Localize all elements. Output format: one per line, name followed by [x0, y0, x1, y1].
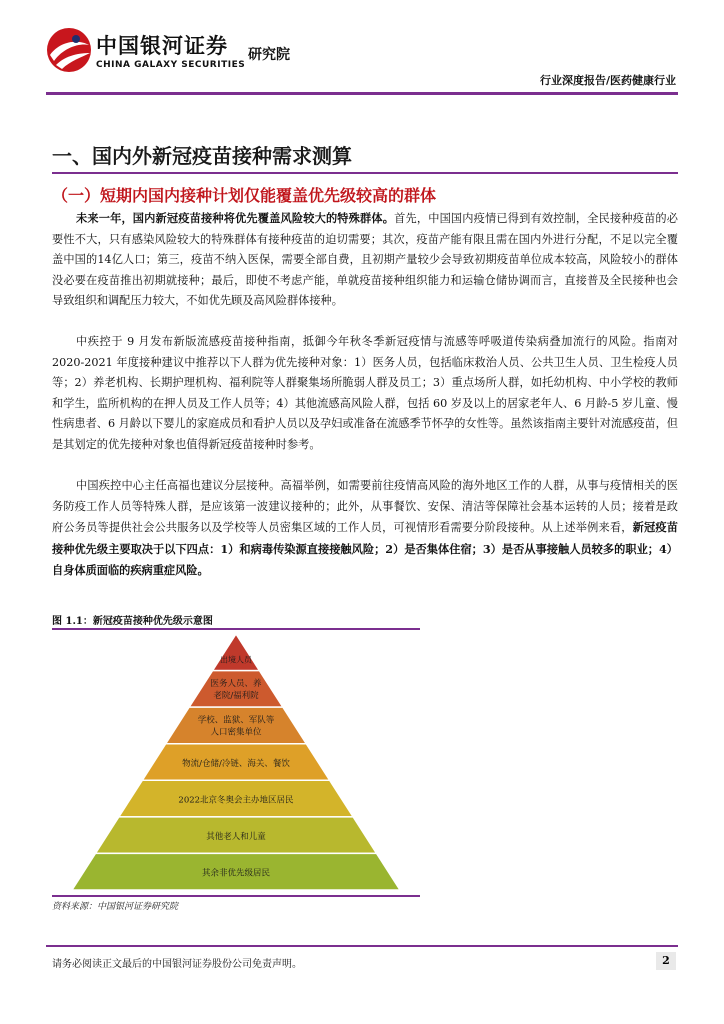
- section-subtitle: （一）短期内国内接种计划仅能覆盖优先级较高的群体: [52, 186, 437, 205]
- section-title-divider: [52, 172, 678, 174]
- page-header: [0, 0, 724, 110]
- pyramid-tier-label: 其他老人和儿童: [206, 832, 266, 843]
- pyramid-tier-1: [213, 634, 260, 671]
- pyramid-tier-5: [119, 780, 353, 817]
- pyramid-tier-7: [72, 853, 400, 890]
- paragraph-3-body: 中国疾控中心主任高福也建议分层接种。高福举例，如需要前往疫情高风险的海外地区工作的人群，从事与疫情相关的医务防疫工作人员等特殊人群，是应该第一波建议接种的；此外，从事餐饮、安保、清洁等保障社会基本运转的人员；接着是政府公务员等提供社会公共服务以及学校等人员密集区域的工作人员，可视情形看需要分阶段接种。从上述举例来看，: [52, 479, 678, 535]
- paragraph-3-conclusion: 新冠疫苗接种优先级主要取决于以下四点：1）和病毒传染源直接接触风险；2）是否集体住宿；3）是否从事接触人员较多的职业；4）自身体质面临的疾病重症风险。: [52, 520, 678, 578]
- pyramid-tier-label: 老院/福利院: [213, 690, 259, 701]
- page-number: 2: [656, 952, 676, 970]
- figure-source: 资料来源：中国银河证券研究院: [52, 902, 179, 912]
- brand-name-en: CHINA GALAXY SECURITIES: [96, 60, 246, 70]
- figure-title: 图 1.1：新冠疫苗接种优先级示意图: [52, 616, 213, 627]
- pyramid-tier-label: 学校、监狱、军队等: [197, 715, 275, 726]
- pyramid-tier-label: 2022北京冬奥会主办地区居民: [178, 795, 294, 806]
- pyramid-tier-3: [166, 707, 307, 744]
- paragraph-1-lead: 未来一年，国内新冠疫苗接种将优先覆盖风险较大的特殊群体。: [76, 211, 395, 225]
- footer-divider: [46, 945, 678, 947]
- paragraph-1: [52, 208, 678, 312]
- paragraph-2: 中疾控于 9 月发布新版流感疫苗接种指南，抵御今年秋冬季新冠疫情与流感等呼吸道传染病叠加流行的风险。指南对 2020-2021 年度接种建议中推荐以下人群为优先接种对象：1）医务人员，包括临床救治人员、公共卫生人员、卫生检疫人员等；2）养老机构、长期护理机构、福利院等人群聚集场所脆弱人群及员工；3）重点场所人群，如托幼机构、中小学校的教师和学生，监所机构的在押人员及工作人员等；4）其他流感高风险人群，包括 60 岁及以上的居家老年人、6 月龄-5 岁儿童、慢性病患者、6 月龄以下婴儿的家庭成员和看护人员以及孕妇或准备在流感季节怀孕的女性等。虽然该指南主要针对流感疫苗，但是其划定的优先接种对象也值得新冠疫苗接种时参考。: [52, 335, 678, 451]
- header-divider: [46, 92, 678, 95]
- galaxy-logo-icon: [46, 27, 92, 73]
- report-category: 行业深度报告/医药健康行业: [539, 74, 676, 87]
- section-title: 一、国内外新冠疫苗接种需求测算: [52, 144, 352, 168]
- pyramid-tier-4: [142, 744, 329, 781]
- brand-dept: 研究院: [248, 47, 290, 63]
- pyramid-tier-label: 出境人员: [220, 655, 252, 665]
- figure-bottom-divider: [52, 895, 420, 897]
- company-logo: [40, 22, 310, 84]
- figure-top-divider: [52, 628, 420, 630]
- pyramid-tier-shape: [213, 634, 260, 671]
- brand-name-cn: 中国银河证券: [96, 34, 228, 58]
- footer-disclaimer: 请务必阅读正文最后的中国银河证券股份公司免责声明。: [52, 959, 302, 970]
- priority-pyramid: [52, 632, 420, 892]
- pyramid-tier-label: 物流/仓储/冷链、海关、餐饮: [182, 759, 290, 769]
- pyramid-tier-2: [189, 671, 283, 708]
- paragraph-3: [52, 476, 678, 582]
- pyramid-tier-6: [95, 817, 376, 854]
- pyramid-tier-label: 人口密集单位: [210, 727, 262, 738]
- pyramid-tier-label: 其余非优先级居民: [201, 868, 271, 879]
- paragraph-1-body: 首先，中国国内疫情已得到有效控制，全民接种疫苗的必要性不大，只有感染风险较大的特殊群体有接种疫苗的迫切需要；其次，疫苗产能有限且需在国内外进行分配，不足以完全覆盖中国的14亿人口；第三，疫苗不纳入医保，需要全部自费，且初期产量较少会导致初期疫苗单位成本较高，风险较小的群体没必要在疫苗推出初期就接种；最后，即使不考虑产能，单就疫苗接种组织能力和运输仓储协调而言，直接普及全民接种也会导致组织和调配压力较大，不如优先顾及高风险群体接种。: [52, 212, 678, 308]
- pyramid-tier-label: 医务人员、养: [210, 678, 262, 689]
